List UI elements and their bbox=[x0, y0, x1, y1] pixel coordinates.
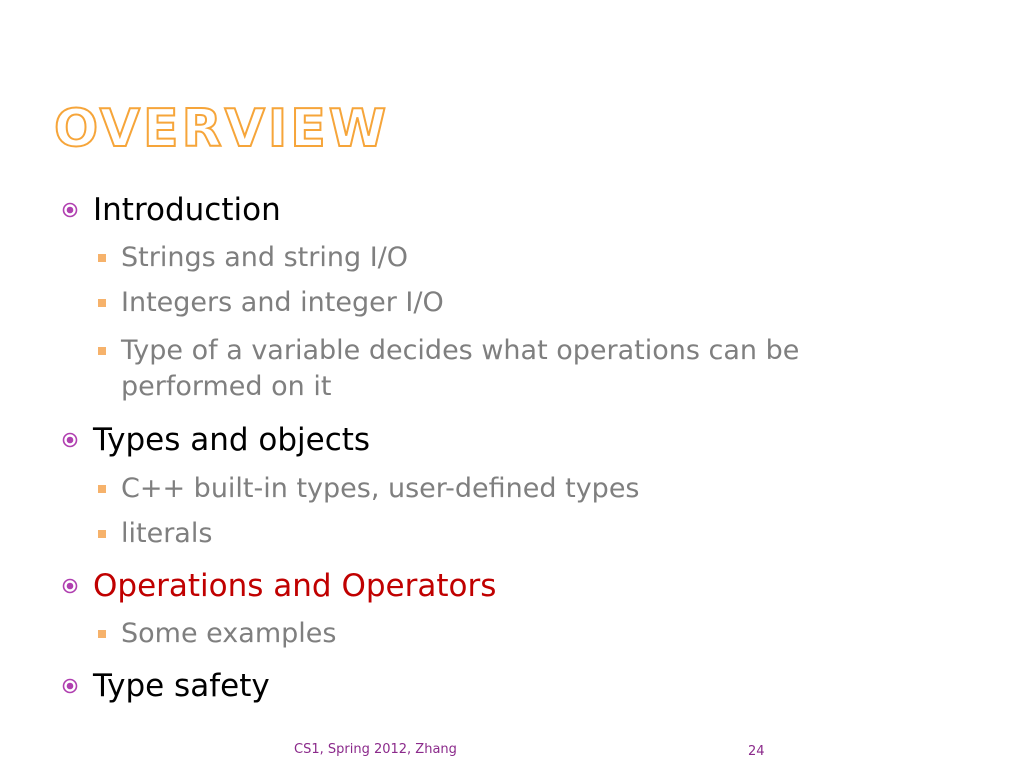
sub-bullet-text: Integers and integer I/O bbox=[121, 287, 444, 318]
page-number: 24 bbox=[748, 744, 765, 759]
sub-bullet-text: Strings and string I/O bbox=[121, 242, 409, 273]
square-bullet-icon bbox=[98, 530, 106, 538]
square-bullet-icon bbox=[98, 485, 106, 493]
circled-dot-bullet-icon bbox=[62, 578, 78, 594]
square-bullet-icon bbox=[98, 254, 106, 262]
bullet-text: Types and objects bbox=[93, 422, 371, 458]
square-bullet-icon bbox=[98, 299, 106, 307]
circled-dot-bullet-icon bbox=[62, 432, 78, 448]
sub-bullet-text: literals bbox=[121, 518, 213, 549]
bullet-text: Introduction bbox=[93, 192, 281, 228]
sub-bullet-text: Type of a variable decides what operations can be performed on it bbox=[121, 335, 800, 402]
circled-dot-bullet-icon bbox=[62, 678, 78, 694]
circled-dot-bullet-icon bbox=[62, 202, 78, 218]
sub-bullet-text: Some examples bbox=[121, 618, 337, 649]
footer-text: CS1, Spring 2012, Zhang bbox=[294, 742, 457, 757]
sub-bullet-text: C++ built-in types, user-defined types bbox=[121, 473, 640, 504]
square-bullet-icon bbox=[98, 347, 106, 355]
bullet-text-highlighted: Operations and Operators bbox=[93, 568, 497, 604]
bullet-text: Type safety bbox=[93, 668, 270, 704]
square-bullet-icon bbox=[98, 630, 106, 638]
slide-title: OVERVIEW bbox=[54, 99, 390, 159]
